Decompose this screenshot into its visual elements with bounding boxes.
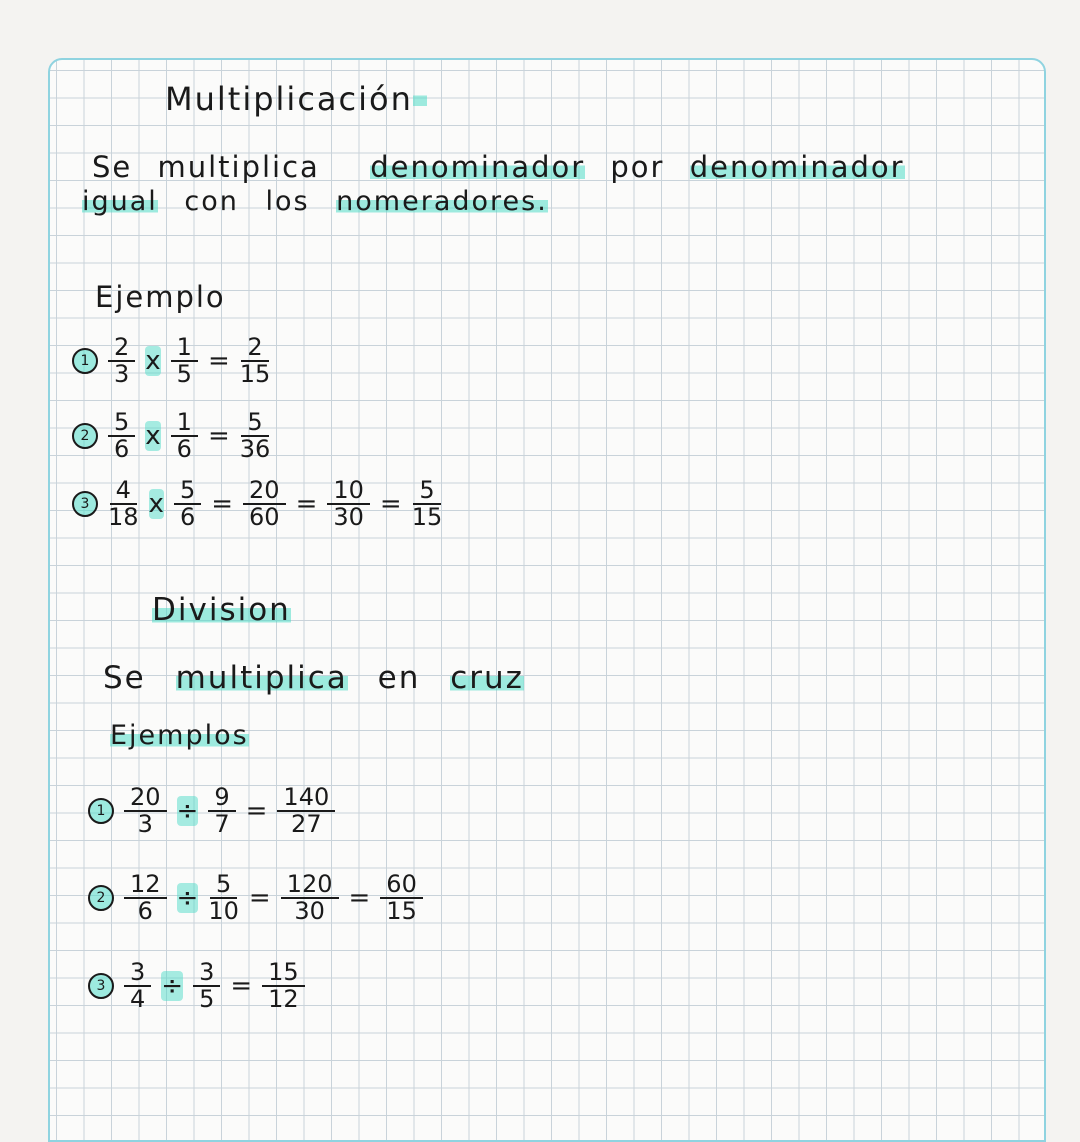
division-example-heading: Ejemplos (110, 720, 249, 751)
multiplication-title-text: Multiplicación (165, 80, 413, 118)
denominator: 7 (214, 810, 230, 839)
division-example-2 (88, 872, 423, 924)
numerator: 4 (110, 478, 137, 505)
denominator: 6 (114, 435, 130, 464)
denominator: 15 (239, 360, 271, 389)
fraction (240, 335, 271, 387)
numerator: 5 (413, 478, 440, 505)
numerator: 12 (124, 872, 167, 899)
rule-word: multiplica (175, 660, 348, 696)
fraction (412, 478, 443, 530)
numerator: 5 (210, 872, 237, 899)
operator-sign: x (145, 346, 161, 377)
numerator: 10 (327, 478, 370, 505)
rule-word: igual (82, 186, 158, 217)
fraction (208, 872, 239, 924)
fraction (124, 872, 167, 924)
division-example-1 (88, 785, 335, 837)
denominator: 6 (176, 435, 192, 464)
numerator: 20 (243, 478, 286, 505)
rule-word: Se (103, 660, 146, 696)
operator-sign: ÷ (176, 883, 199, 914)
denominator: 36 (239, 435, 271, 464)
rule-word: en (377, 660, 421, 696)
numerator: 5 (108, 410, 135, 437)
denominator: 27 (291, 810, 322, 839)
fraction (262, 960, 305, 1012)
operator-sign: ÷ (161, 971, 184, 1002)
multiplication-example-heading: Ejemplo (95, 280, 226, 314)
example-number-circle: 1 (72, 348, 98, 374)
denominator: 60 (249, 503, 280, 532)
denominator: 5 (199, 985, 215, 1014)
numerator: 120 (281, 872, 339, 899)
fraction (281, 872, 339, 924)
fraction (243, 478, 286, 530)
operator-sign: x (145, 421, 161, 452)
example-number-circle: 3 (72, 491, 98, 517)
fraction (171, 335, 198, 387)
denominator: 12 (268, 985, 299, 1014)
numerator: 9 (208, 785, 235, 812)
multiplication-example-2 (72, 410, 270, 462)
numerator: 2 (108, 335, 135, 362)
fraction (124, 785, 167, 837)
equals-sign: = (348, 883, 371, 914)
denominator: 15 (386, 897, 417, 926)
multiplication-rule-line1 (92, 150, 905, 184)
rule-word: nomeradores. (336, 186, 548, 217)
denominator: 10 (208, 897, 239, 926)
fraction (380, 872, 423, 924)
numerator: 2 (241, 335, 268, 362)
equals-sign: = (230, 971, 253, 1002)
fraction (108, 410, 135, 462)
fraction (208, 785, 235, 837)
rule-word: Se (92, 150, 133, 184)
fraction (174, 478, 201, 530)
fraction (327, 478, 370, 530)
equals-sign: = (211, 489, 234, 520)
rule-word: cruz (450, 660, 524, 696)
equals-sign: = (207, 421, 230, 452)
equals-sign: = (379, 489, 402, 520)
rule-word: denominador (370, 150, 586, 184)
division-title: Division (152, 592, 291, 628)
denominator: 3 (114, 360, 130, 389)
example-number-circle: 2 (72, 423, 98, 449)
numerator: 15 (262, 960, 305, 987)
multiplication-example-1 (72, 335, 270, 387)
example-number-circle: 3 (88, 973, 114, 999)
fraction (108, 478, 139, 530)
example-number-circle: 1 (88, 798, 114, 824)
numerator: 20 (124, 785, 167, 812)
fraction (124, 960, 151, 1012)
fraction (193, 960, 220, 1012)
denominator: 6 (179, 503, 196, 532)
numerator: 140 (277, 785, 335, 812)
denominator: 18 (108, 503, 139, 532)
equals-sign: = (245, 796, 268, 827)
numerator: 5 (174, 478, 201, 505)
denominator: 5 (176, 360, 192, 389)
rule-word: con (184, 186, 239, 217)
denominator: 4 (130, 985, 146, 1014)
multiplication-rule-line2 (82, 186, 548, 217)
fraction (240, 410, 271, 462)
multiplication-title (165, 80, 427, 118)
denominator: 3 (137, 810, 153, 839)
numerator: 60 (380, 872, 423, 899)
numerator: 1 (171, 335, 198, 362)
denominator: 30 (333, 503, 364, 532)
highlight-mark (413, 84, 427, 110)
division-example-3 (88, 960, 305, 1012)
rule-word: denominador (689, 150, 905, 184)
rule-word: por (610, 150, 665, 184)
numerator: 3 (193, 960, 220, 987)
equals-sign: = (295, 489, 318, 520)
operator-sign: ÷ (176, 796, 199, 827)
numerator: 3 (124, 960, 151, 987)
numerator: 5 (241, 410, 268, 437)
rule-word: los (265, 186, 310, 217)
rule-word: multiplica (157, 150, 320, 184)
example-number-circle: 2 (88, 885, 114, 911)
multiplication-example-3 (72, 478, 442, 530)
denominator: 15 (411, 503, 443, 532)
fraction (108, 335, 135, 387)
numerator: 1 (171, 410, 198, 437)
equals-sign: = (207, 346, 230, 377)
division-rule (103, 660, 524, 696)
denominator: 6 (137, 897, 153, 926)
fraction (277, 785, 335, 837)
equals-sign: = (248, 883, 271, 914)
fraction (171, 410, 198, 462)
denominator: 30 (294, 897, 325, 926)
operator-sign: x (148, 489, 164, 520)
